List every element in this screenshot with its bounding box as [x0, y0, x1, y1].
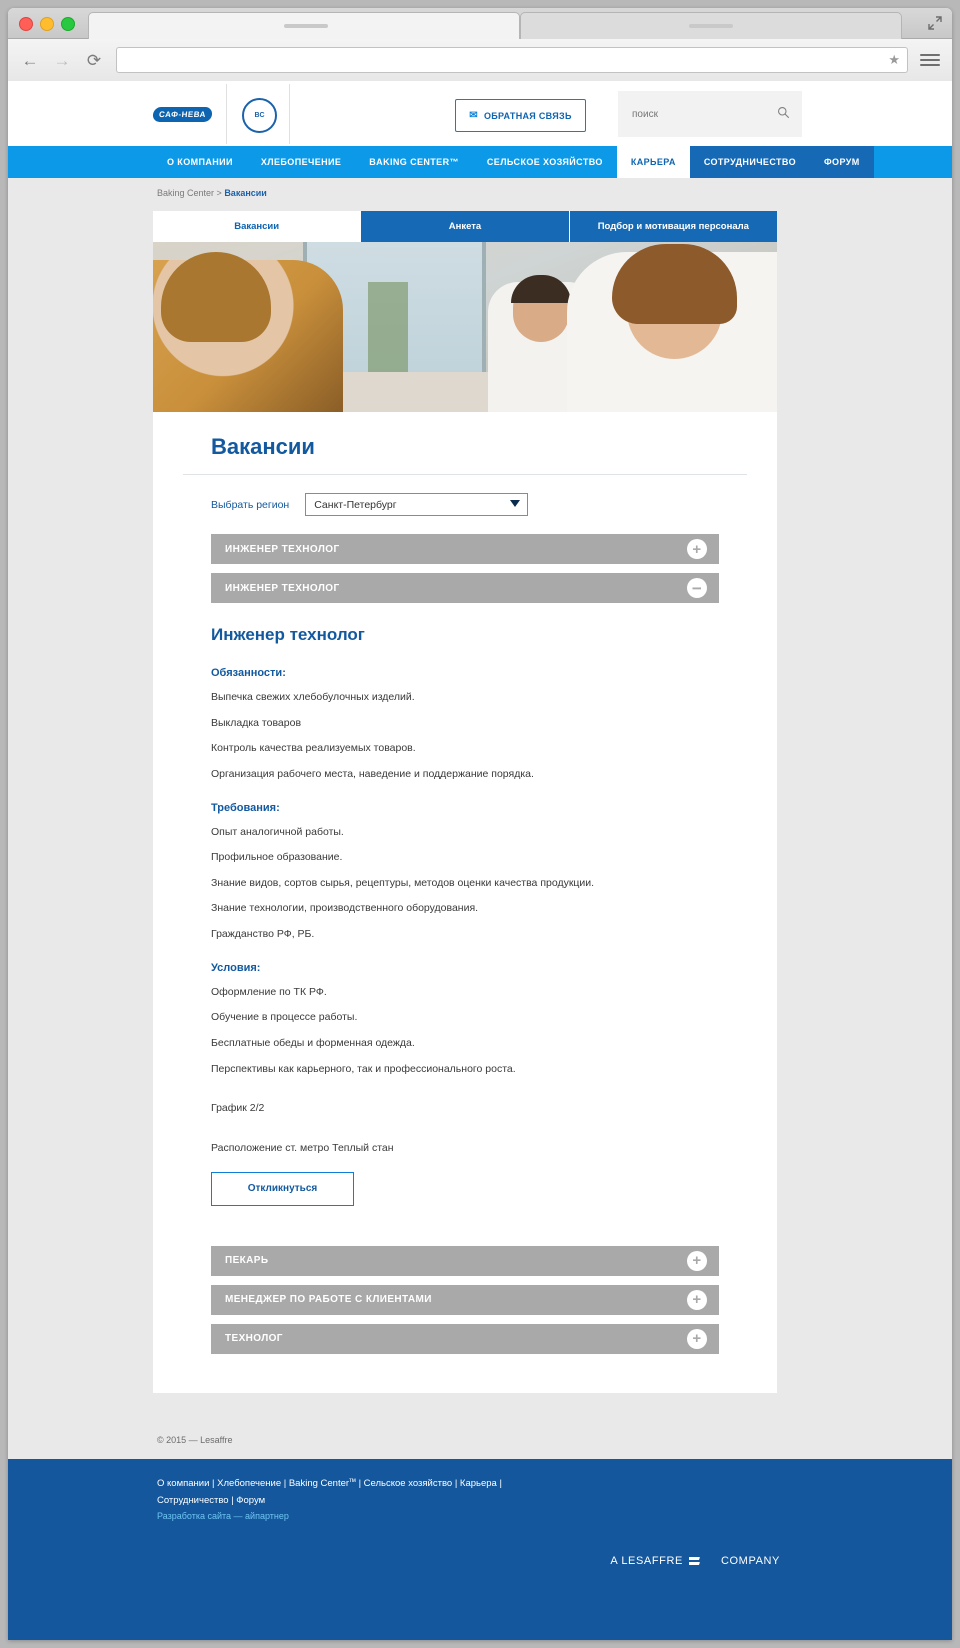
sub-tabs — [153, 211, 777, 242]
detail-line: Знание видов, сортов сырья, рецептуры, методов оценки качества продукции. — [211, 876, 595, 889]
plus-icon[interactable]: + — [687, 1251, 707, 1271]
detail-line: Гражданство РФ, РБ. — [211, 928, 315, 941]
vacancy-bar-label: ПЕКАРЬ — [225, 1255, 269, 1267]
tab-strip — [88, 12, 912, 38]
forward-arrow-icon[interactable]: → — [53, 50, 71, 70]
nav-item-sotrudnichestvo[interactable]: СОТРУДНИЧЕСТВО — [690, 146, 810, 178]
apply-button[interactable] — [211, 1172, 354, 1206]
footer-brand-prefix: A LESAFFRE — [610, 1555, 683, 1567]
section-heading-obyazannosti: Обязанности: — [211, 667, 286, 679]
detail-line: Обучение в процессе работы. — [211, 1011, 358, 1024]
page-viewport — [8, 81, 952, 1640]
feedback-button-label: ОБРАТНАЯ СВЯЗЬ — [483, 110, 572, 121]
detail-line: Бесплатные обеды и форменная одежда. — [211, 1037, 415, 1050]
detail-line: Знание технологии, производственного оборудования. — [211, 902, 479, 915]
copyright-text: © 2015 — Lesaffre — [157, 1435, 233, 1445]
plus-icon[interactable]: + — [687, 1290, 707, 1310]
logo-saf-neva-text: САФ-НЕВА — [152, 107, 212, 122]
footer-links — [157, 1476, 557, 1525]
detail-line: Выпечка свежих хлебобулочных изделий. — [211, 691, 415, 703]
vacancy-bar-tehnolog[interactable] — [211, 1324, 719, 1354]
vacancy-bar-inzhener-tehnolog-2[interactable] — [211, 573, 719, 603]
nav-item-selskoe-hozyaystvo[interactable]: СЕЛЬСКОЕ ХОЗЯЙСТВО — [486, 157, 603, 167]
chevron-down-icon — [510, 500, 520, 507]
plus-icon[interactable]: + — [687, 1329, 707, 1349]
envelope-icon: ✉ — [469, 110, 478, 121]
browser-window — [8, 8, 952, 1640]
vacancy-bar-inzhener-tehnolog-1[interactable] — [211, 534, 719, 564]
footer-dev-credit[interactable]: Разработка сайта — айпартнер — [157, 1511, 289, 1522]
breadcrumb-root[interactable]: Baking Center > — [157, 188, 222, 198]
breadcrumb — [8, 178, 952, 204]
vacancy-detail — [211, 625, 719, 1206]
vacancy-bar-label: ИНЖЕНЕР ТЕХНОЛОГ — [225, 582, 340, 594]
plus-icon[interactable]: + — [687, 539, 707, 559]
region-select[interactable] — [305, 493, 528, 516]
content-card — [153, 211, 777, 1393]
footer-links-line-1 — [157, 1476, 557, 1493]
browser-titlebar — [8, 8, 952, 39]
site-footer — [8, 1459, 952, 1640]
expand-icon[interactable] — [928, 16, 942, 30]
close-window-button[interactable] — [19, 17, 33, 31]
detail-line: Организация рабочего места, наведение и поддержание порядка. — [211, 767, 534, 780]
detail-line: Перспективы как карьерного, так и профессионального роста. — [211, 1062, 516, 1075]
region-label: Выбрать регион — [211, 498, 290, 511]
section-heading-usloviya: Условия: — [211, 961, 261, 974]
header-divider — [289, 84, 290, 144]
nav-item-forum[interactable]: ФОРУМ — [810, 146, 874, 178]
logo-saf-neva[interactable] — [153, 101, 211, 127]
lesaffre-swoosh-icon — [689, 1557, 715, 1566]
footer-links-line-1-cont[interactable]: | Сельское хозяйство | Карьера | — [355, 1478, 502, 1490]
title-divider — [183, 474, 747, 475]
star-icon[interactable]: ★ — [888, 52, 900, 67]
window-controls[interactable] — [19, 17, 75, 31]
section-heading-trebovaniya: Требования: — [211, 801, 280, 814]
search-box[interactable] — [618, 91, 802, 137]
back-arrow-icon[interactable]: ← — [21, 50, 39, 70]
nav-item-karera[interactable]: КАРЬЕРА — [617, 146, 690, 178]
detail-line: Оформление по ТК РФ. — [211, 985, 327, 998]
minimize-window-button[interactable] — [40, 17, 54, 31]
tab-anketa[interactable]: Анкета — [361, 211, 569, 242]
hamburger-menu-icon[interactable] — [920, 54, 940, 66]
search-icon[interactable] — [777, 106, 790, 122]
footer-links-line-2[interactable]: Сотрудничество | Форум — [157, 1494, 266, 1506]
hero-image — [153, 242, 777, 412]
reload-icon[interactable]: ⟳ — [86, 50, 102, 70]
footer-brand-suffix: COMPANY — [720, 1555, 780, 1567]
feedback-button[interactable] — [455, 99, 586, 132]
breadcrumb-current: Вакансии — [224, 188, 267, 198]
tab-handle-icon — [689, 24, 733, 28]
footer-links-line-1-text[interactable]: О компании | Хлебопечение | Baking Center — [157, 1478, 350, 1490]
vacancy-bar-label: ТЕХНОЛОГ — [225, 1333, 283, 1345]
footer-brand — [610, 1555, 780, 1567]
vacancy-bar-label: МЕНЕДЖЕР ПО РАБОТЕ С КЛИЕНТАМИ — [225, 1294, 432, 1306]
tab-podbor-personala[interactable]: Подбор и мотивация персонала — [570, 211, 777, 242]
nav-item-hlebopechenie[interactable]: ХЛЕБОПЕЧЕНИЕ — [260, 157, 342, 167]
maximize-window-button[interactable] — [61, 17, 75, 31]
footer-trademark-sup: тм — [349, 1478, 356, 1484]
detail-line: Профильное образование. — [211, 851, 343, 864]
vacancy-list-bottom — [183, 1246, 747, 1354]
logo-baking-center-text: BC — [254, 112, 265, 119]
vacancy-bar-label: ИНЖЕНЕР ТЕХНОЛОГ — [225, 543, 340, 555]
page-title: Вакансии — [211, 434, 315, 459]
job-title: Инженер технолог — [211, 625, 365, 644]
site-header — [8, 81, 952, 146]
vacancy-bar-menedzher[interactable] — [211, 1285, 719, 1315]
card-body — [153, 412, 777, 1393]
detail-location: Расположение ст. метро Теплый стан — [211, 1141, 394, 1154]
apply-button-label: Откликнуться — [247, 1183, 318, 1195]
browser-tab-1[interactable] — [88, 12, 520, 39]
browser-toolbar — [8, 39, 952, 82]
vacancy-bar-pekar[interactable] — [211, 1246, 719, 1276]
detail-schedule: График 2/2 — [211, 1102, 265, 1115]
minus-icon[interactable]: − — [687, 578, 707, 598]
address-bar[interactable] — [116, 47, 908, 73]
logo-baking-center[interactable] — [242, 98, 277, 133]
main-navigation — [8, 146, 952, 178]
detail-line: Опыт аналогичной работы. — [211, 825, 344, 838]
header-divider — [226, 84, 227, 144]
nav-item-o-kompanii[interactable]: О КОМПАНИИ — [167, 157, 233, 167]
search-input[interactable] — [630, 108, 777, 121]
detail-line: Контроль качества реализуемых товаров. — [211, 742, 416, 755]
tab-handle-icon — [284, 24, 328, 28]
nav-item-baking-center[interactable]: BAKING CENTER™ — [369, 157, 459, 167]
browser-tab-2[interactable] — [520, 12, 902, 39]
detail-line: Выкладка товаров — [211, 716, 302, 729]
tab-vakansii[interactable]: Вакансии — [153, 211, 361, 242]
region-selector-row — [211, 493, 747, 516]
region-select-value: Санкт-Петербург — [314, 498, 397, 511]
